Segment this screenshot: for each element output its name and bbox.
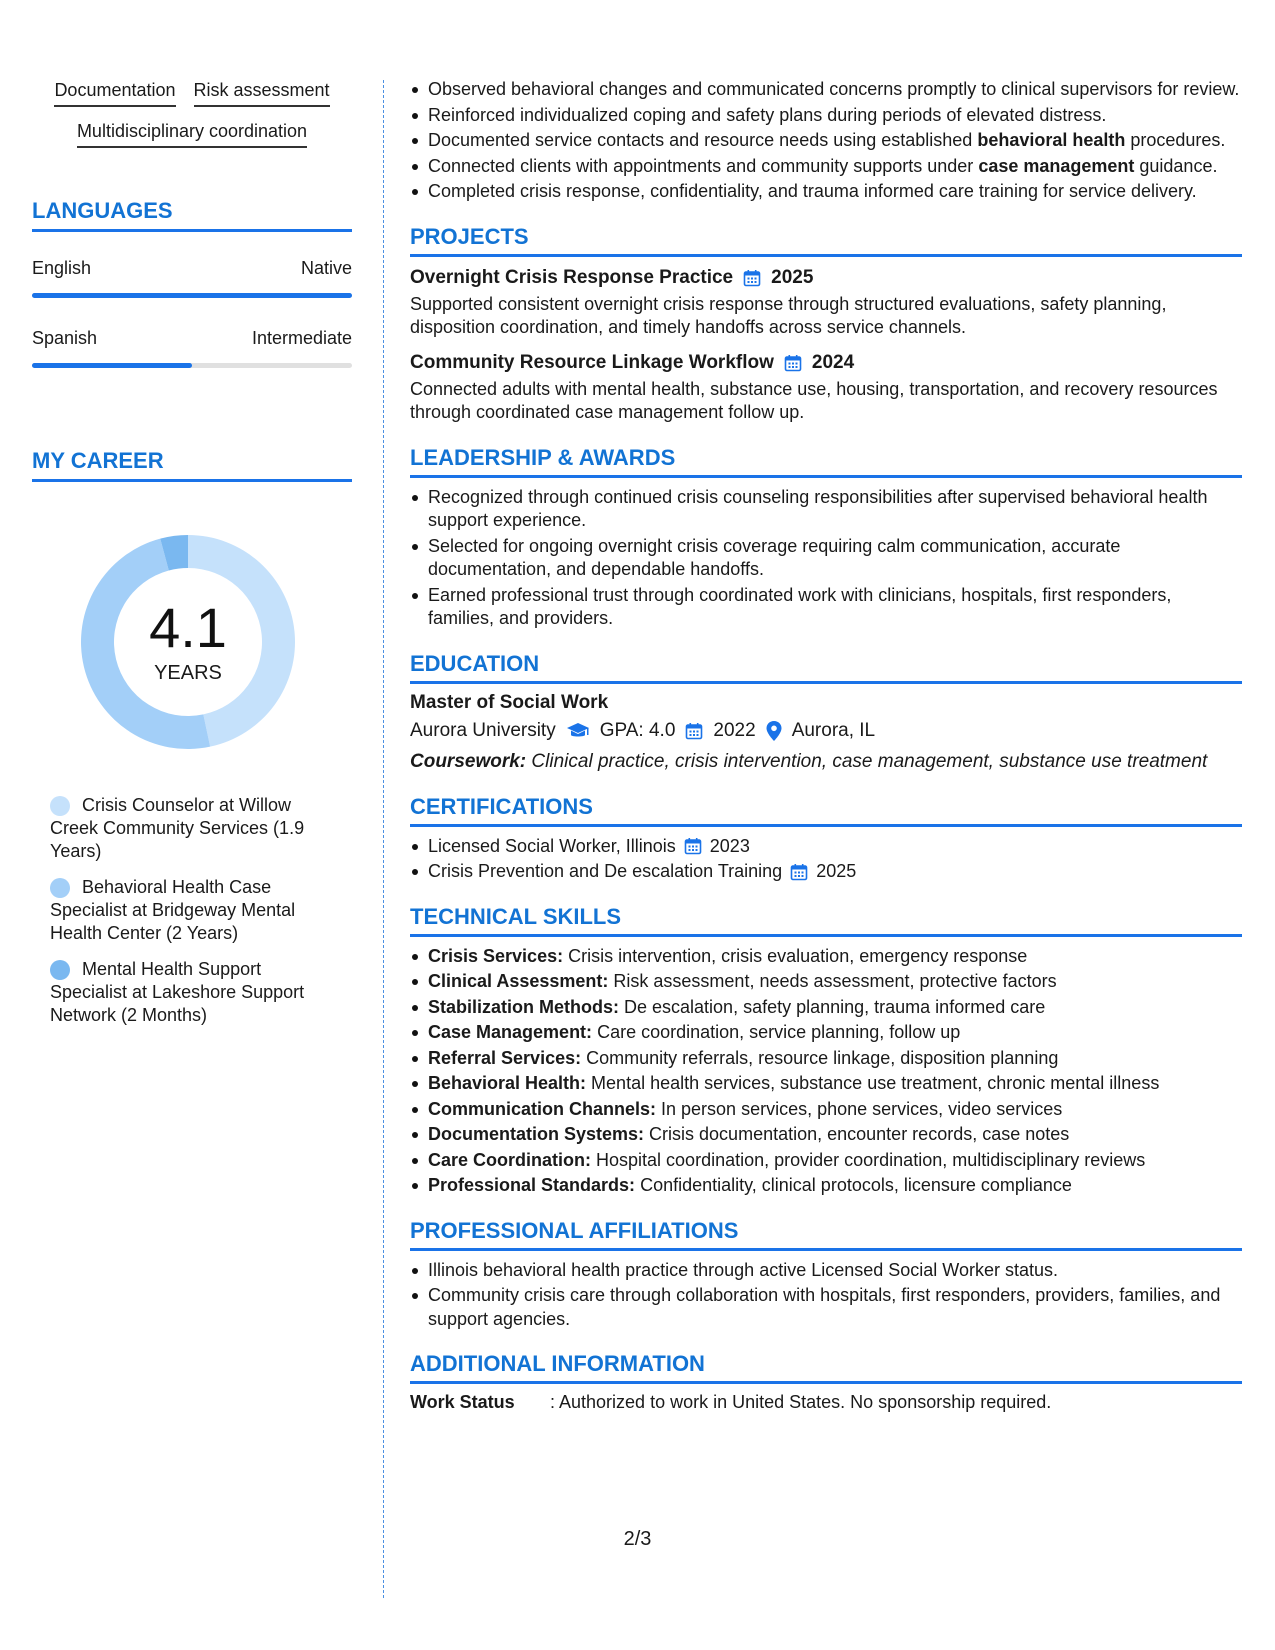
page-number: 2/3 bbox=[623, 1528, 652, 1550]
language-proficiency-fill bbox=[32, 293, 352, 298]
language-row bbox=[32, 258, 352, 279]
certifications-heading: CERTIFICATIONS bbox=[410, 794, 1242, 827]
leadership-heading: LEADERSHIP & AWARDS bbox=[410, 445, 1242, 478]
language-proficiency-bar bbox=[32, 363, 352, 368]
legend-dot-icon bbox=[50, 960, 70, 980]
map-pin-icon bbox=[766, 721, 782, 741]
language-proficiency-fill bbox=[32, 363, 192, 368]
list-item: Documentation Systems: Crisis documentation, encounter records, case notes bbox=[410, 1123, 1242, 1147]
language-row bbox=[32, 328, 352, 349]
project-item bbox=[410, 267, 1242, 340]
technical-skills-heading: TECHNICAL SKILLS bbox=[410, 904, 1242, 937]
legend-dot-icon bbox=[50, 796, 70, 816]
list-item: Earned professional trust through coordinated work with clinicians, hospitals, first responders, families, and providers. bbox=[410, 584, 1242, 631]
education-school: Aurora University bbox=[410, 719, 556, 741]
calendar-icon bbox=[784, 354, 802, 372]
project-item bbox=[410, 352, 1242, 425]
education-coursework: Coursework: Clinical practice, crisis intervention, case management, substance use treatment bbox=[410, 750, 1208, 772]
education-year: 2022 bbox=[713, 719, 756, 741]
list-item: Crisis Prevention and De escalation Training 2025 bbox=[410, 860, 1242, 884]
calendar-icon bbox=[790, 863, 808, 881]
additional-info-heading: ADDITIONAL INFORMATION bbox=[410, 1351, 1242, 1384]
experience-bullet: Connected clients with appointments and community supports under case management guidance. bbox=[410, 155, 1242, 179]
language-level: Native bbox=[300, 258, 352, 278]
list-item: Crisis Services: Crisis intervention, crisis evaluation, emergency response bbox=[410, 945, 1242, 969]
list-item: Referral Services: Community referrals, resource linkage, disposition planning bbox=[410, 1047, 1242, 1071]
calendar-icon bbox=[685, 722, 703, 740]
list-item: Behavioral Health: Mental health services, substance use treatment, chronic mental illness bbox=[410, 1072, 1242, 1096]
languages-heading: LANGUAGES bbox=[32, 198, 352, 232]
education-heading: EDUCATION bbox=[410, 651, 1242, 684]
education-location: Aurora, IL bbox=[791, 719, 876, 741]
list-item: Community crisis care through collaboration with hospitals, first responders, providers, families, and support agencies. bbox=[410, 1284, 1242, 1331]
list-item: Licensed Social Worker, Illinois 2023 bbox=[410, 835, 1242, 859]
career-heading: MY CAREER bbox=[32, 448, 352, 482]
list-item: Professional Standards: Confidentiality, clinical protocols, licensure compliance bbox=[410, 1174, 1242, 1198]
technical-skills-list bbox=[410, 945, 1242, 1198]
project-year: 2024 bbox=[811, 351, 855, 373]
list-item: Case Management: Care coordination, service planning, follow up bbox=[410, 1021, 1242, 1045]
calendar-icon bbox=[743, 269, 761, 287]
education-meta bbox=[410, 720, 1242, 742]
language-level: Intermediate bbox=[251, 328, 352, 348]
skill-tag: Multidisciplinary coordination bbox=[77, 121, 307, 148]
language-proficiency-bar bbox=[32, 293, 352, 298]
education-degree: Master of Social Work bbox=[410, 691, 609, 713]
column-divider bbox=[383, 80, 384, 1598]
list-item: Clinical Assessment: Risk assessment, needs assessment, protective factors bbox=[410, 970, 1242, 994]
career-legend-item: Crisis Counselor at Willow Creek Community Services (1.9 Years) bbox=[50, 795, 305, 861]
legend-dot-icon bbox=[50, 878, 70, 898]
career-donut-chart bbox=[68, 522, 308, 762]
project-name: Overnight Crisis Response Practice bbox=[410, 266, 734, 288]
language-name: Spanish bbox=[32, 328, 98, 348]
list-item: Care Coordination: Hospital coordination, provider coordination, multidisciplinary reviews bbox=[410, 1149, 1242, 1173]
experience-bullet: Documented service contacts and resource needs using established behavioral health procedures. bbox=[410, 129, 1242, 153]
left-column bbox=[32, 80, 352, 1040]
list-item: Communication Channels: In person services, phone services, video services bbox=[410, 1098, 1242, 1122]
skill-tag: Documentation bbox=[54, 80, 175, 107]
project-year: 2025 bbox=[771, 266, 814, 288]
career-legend-item: Behavioral Health Case Specialist at Bridgeway Mental Health Center (2 Years) bbox=[50, 877, 296, 943]
projects-heading: PROJECTS bbox=[410, 224, 1242, 257]
career-legend bbox=[32, 794, 352, 1027]
work-status-label: Work Status bbox=[410, 1392, 515, 1412]
experience-bullet: Completed crisis response, confidentiality, and trauma informed care training for service delivery. bbox=[410, 180, 1242, 204]
career-legend-item: Mental Health Support Specialist at Lakeshore Support Network (2 Months) bbox=[50, 959, 305, 1025]
list-item: Illinois behavioral health practice through active Licensed Social Worker status. bbox=[410, 1259, 1242, 1283]
affiliations-heading: PROFESSIONAL AFFILIATIONS bbox=[410, 1218, 1242, 1251]
list-item: Stabilization Methods: De escalation, safety planning, trauma informed care bbox=[410, 996, 1242, 1020]
experience-bullet: Observed behavioral changes and communicated concerns promptly to clinical supervisors for review. bbox=[410, 78, 1242, 102]
project-description: Connected adults with mental health, substance use, housing, transportation, and recovery resources through coordinated case management follow up. bbox=[410, 378, 1218, 422]
project-description: Supported consistent overnight crisis response through structured evaluations, safety planning, disposition coordination, and timely handoffs across service channels. bbox=[410, 293, 1167, 337]
project-name: Community Resource Linkage Workflow bbox=[410, 351, 774, 373]
certifications-list bbox=[410, 835, 1242, 884]
list-item: Recognized through continued crisis counseling responsibilities after supervised behavioral health support experience. bbox=[410, 486, 1242, 533]
skill-tag: Risk assessment bbox=[194, 80, 330, 107]
career-total-unit: YEARS bbox=[154, 661, 222, 684]
right-column bbox=[410, 78, 1242, 1413]
experience-bullet: Reinforced individualized coping and safety plans during periods of elevated distress. bbox=[410, 104, 1242, 128]
list-item: Selected for ongoing overnight crisis coverage requiring calm communication, accurate documentation, and dependable handoffs. bbox=[410, 535, 1242, 582]
language-name: English bbox=[32, 258, 92, 278]
calendar-icon bbox=[684, 837, 702, 855]
experience-bullets bbox=[410, 78, 1242, 204]
work-status-row bbox=[410, 1392, 1242, 1413]
career-total-years: 4.1 bbox=[149, 595, 227, 659]
graduation-cap-icon bbox=[566, 722, 590, 740]
affiliations-list bbox=[410, 1259, 1242, 1332]
work-status-value: : Authorized to work in United States. No sponsorship required. bbox=[550, 1392, 1052, 1412]
leadership-list bbox=[410, 486, 1242, 631]
education-gpa: GPA: 4.0 bbox=[599, 719, 676, 741]
skill-tags bbox=[32, 80, 352, 148]
